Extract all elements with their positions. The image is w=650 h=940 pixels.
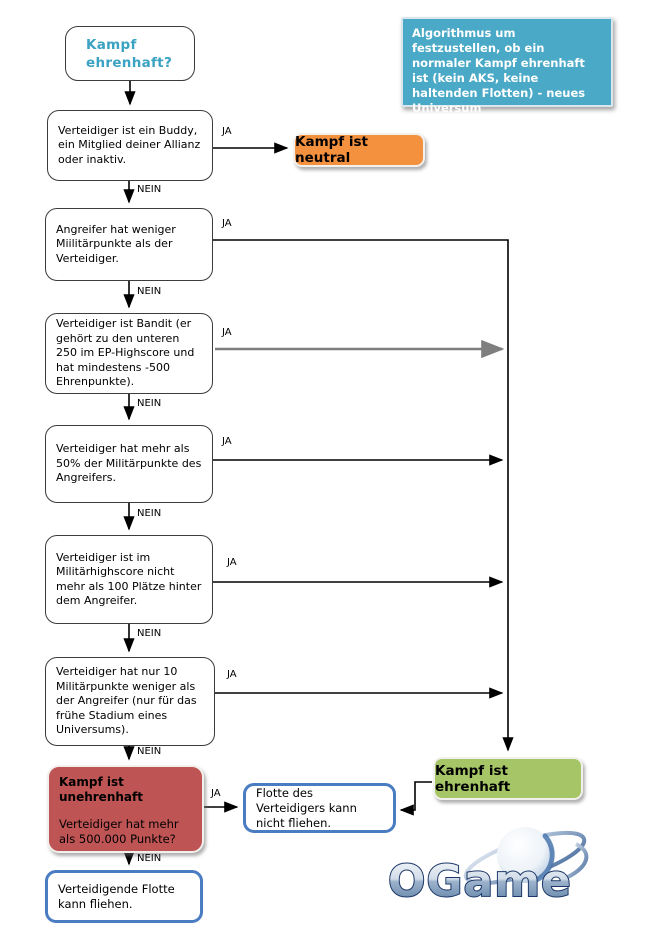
result-fleet-free-box [45,870,203,923]
decision-text: Verteidiger hat nur 10 Militärpunkte weniger als der Angreifer (nur für das frühe Stadium eines Universums). [56,665,197,737]
ja-label: JA [211,788,221,799]
info-box [401,17,613,115]
ja-label: JA [227,669,237,680]
ogame-logo-text: OGame [388,856,572,907]
nein-label: NEIN [137,628,162,639]
connector-green-to-blocked [401,782,432,810]
start-box [65,26,195,81]
decision-box-fewer-military-points [45,208,213,281]
decision-box-ten-points [45,657,215,746]
outcome-dishonorable-question: Verteidiger hat mehr als 500.000 Punkte? [59,817,179,846]
decision-box-buddy [47,110,213,181]
outcome-honorable-label: Kampf ist ehrenhaft [435,762,511,795]
result-fleet-blocked-box [243,783,396,833]
decision-box-bandit [45,313,213,394]
nein-label: NEIN [137,286,162,297]
ja-label: JA [222,126,232,137]
outcome-dishonorable-box [47,765,204,853]
result-fleet-free-text: Verteidigende Flotte kann fliehen. [58,881,175,911]
info-box-text: Algorithmus um festzustellen, ob ein normaler Kampf ehrenhaft ist (kein AKS, keine haltenden Flotten) - neues Universum [412,26,586,115]
result-fleet-blocked-text: Flotte des Verteidigers kann nicht fliehen. [256,785,357,830]
decision-box-fifty-percent [45,425,213,503]
outcome-neutral-box [293,133,425,167]
connector-d2-to-honorable [213,240,508,750]
nein-label: NEIN [137,184,162,195]
nein-label: NEIN [137,398,162,409]
ja-label: JA [222,436,232,447]
nein-label: NEIN [137,746,162,757]
ja-label: JA [222,327,232,338]
start-box-label: Kampf ehrenhaft? [86,36,173,71]
decision-text: Verteidiger ist ein Buddy, ein Mitglied deiner Allianz oder inaktiv. [58,123,201,166]
nein-label: NEIN [137,853,162,864]
decision-text: Verteidiger ist Bandit (er gehört zu den unteren 250 im EP-Highscore und hat mindestens -500 Ehrenpunkte). [56,317,195,389]
ogame-logo [380,822,600,922]
decision-text: Verteidiger ist im Militärhighscore nicht mehr als 100 Plätze hinter dem Angreifer. [56,550,202,607]
ja-label: JA [227,557,237,568]
outcome-neutral-label: Kampf ist neutral [295,134,368,166]
decision-box-highscore-places [45,535,213,624]
outcome-dishonorable-title: Kampf ist unehrenhaft [59,775,143,804]
decision-text: Verteidiger hat mehr als 50% der Militärpunkte des Angreifers. [56,442,202,485]
outcome-honorable-box [433,757,583,800]
nein-label: NEIN [137,508,162,519]
ja-label: JA [222,218,232,229]
decision-text: Angreifer hat weniger Miilitärpunkte als der Verteidiger. [56,222,176,265]
